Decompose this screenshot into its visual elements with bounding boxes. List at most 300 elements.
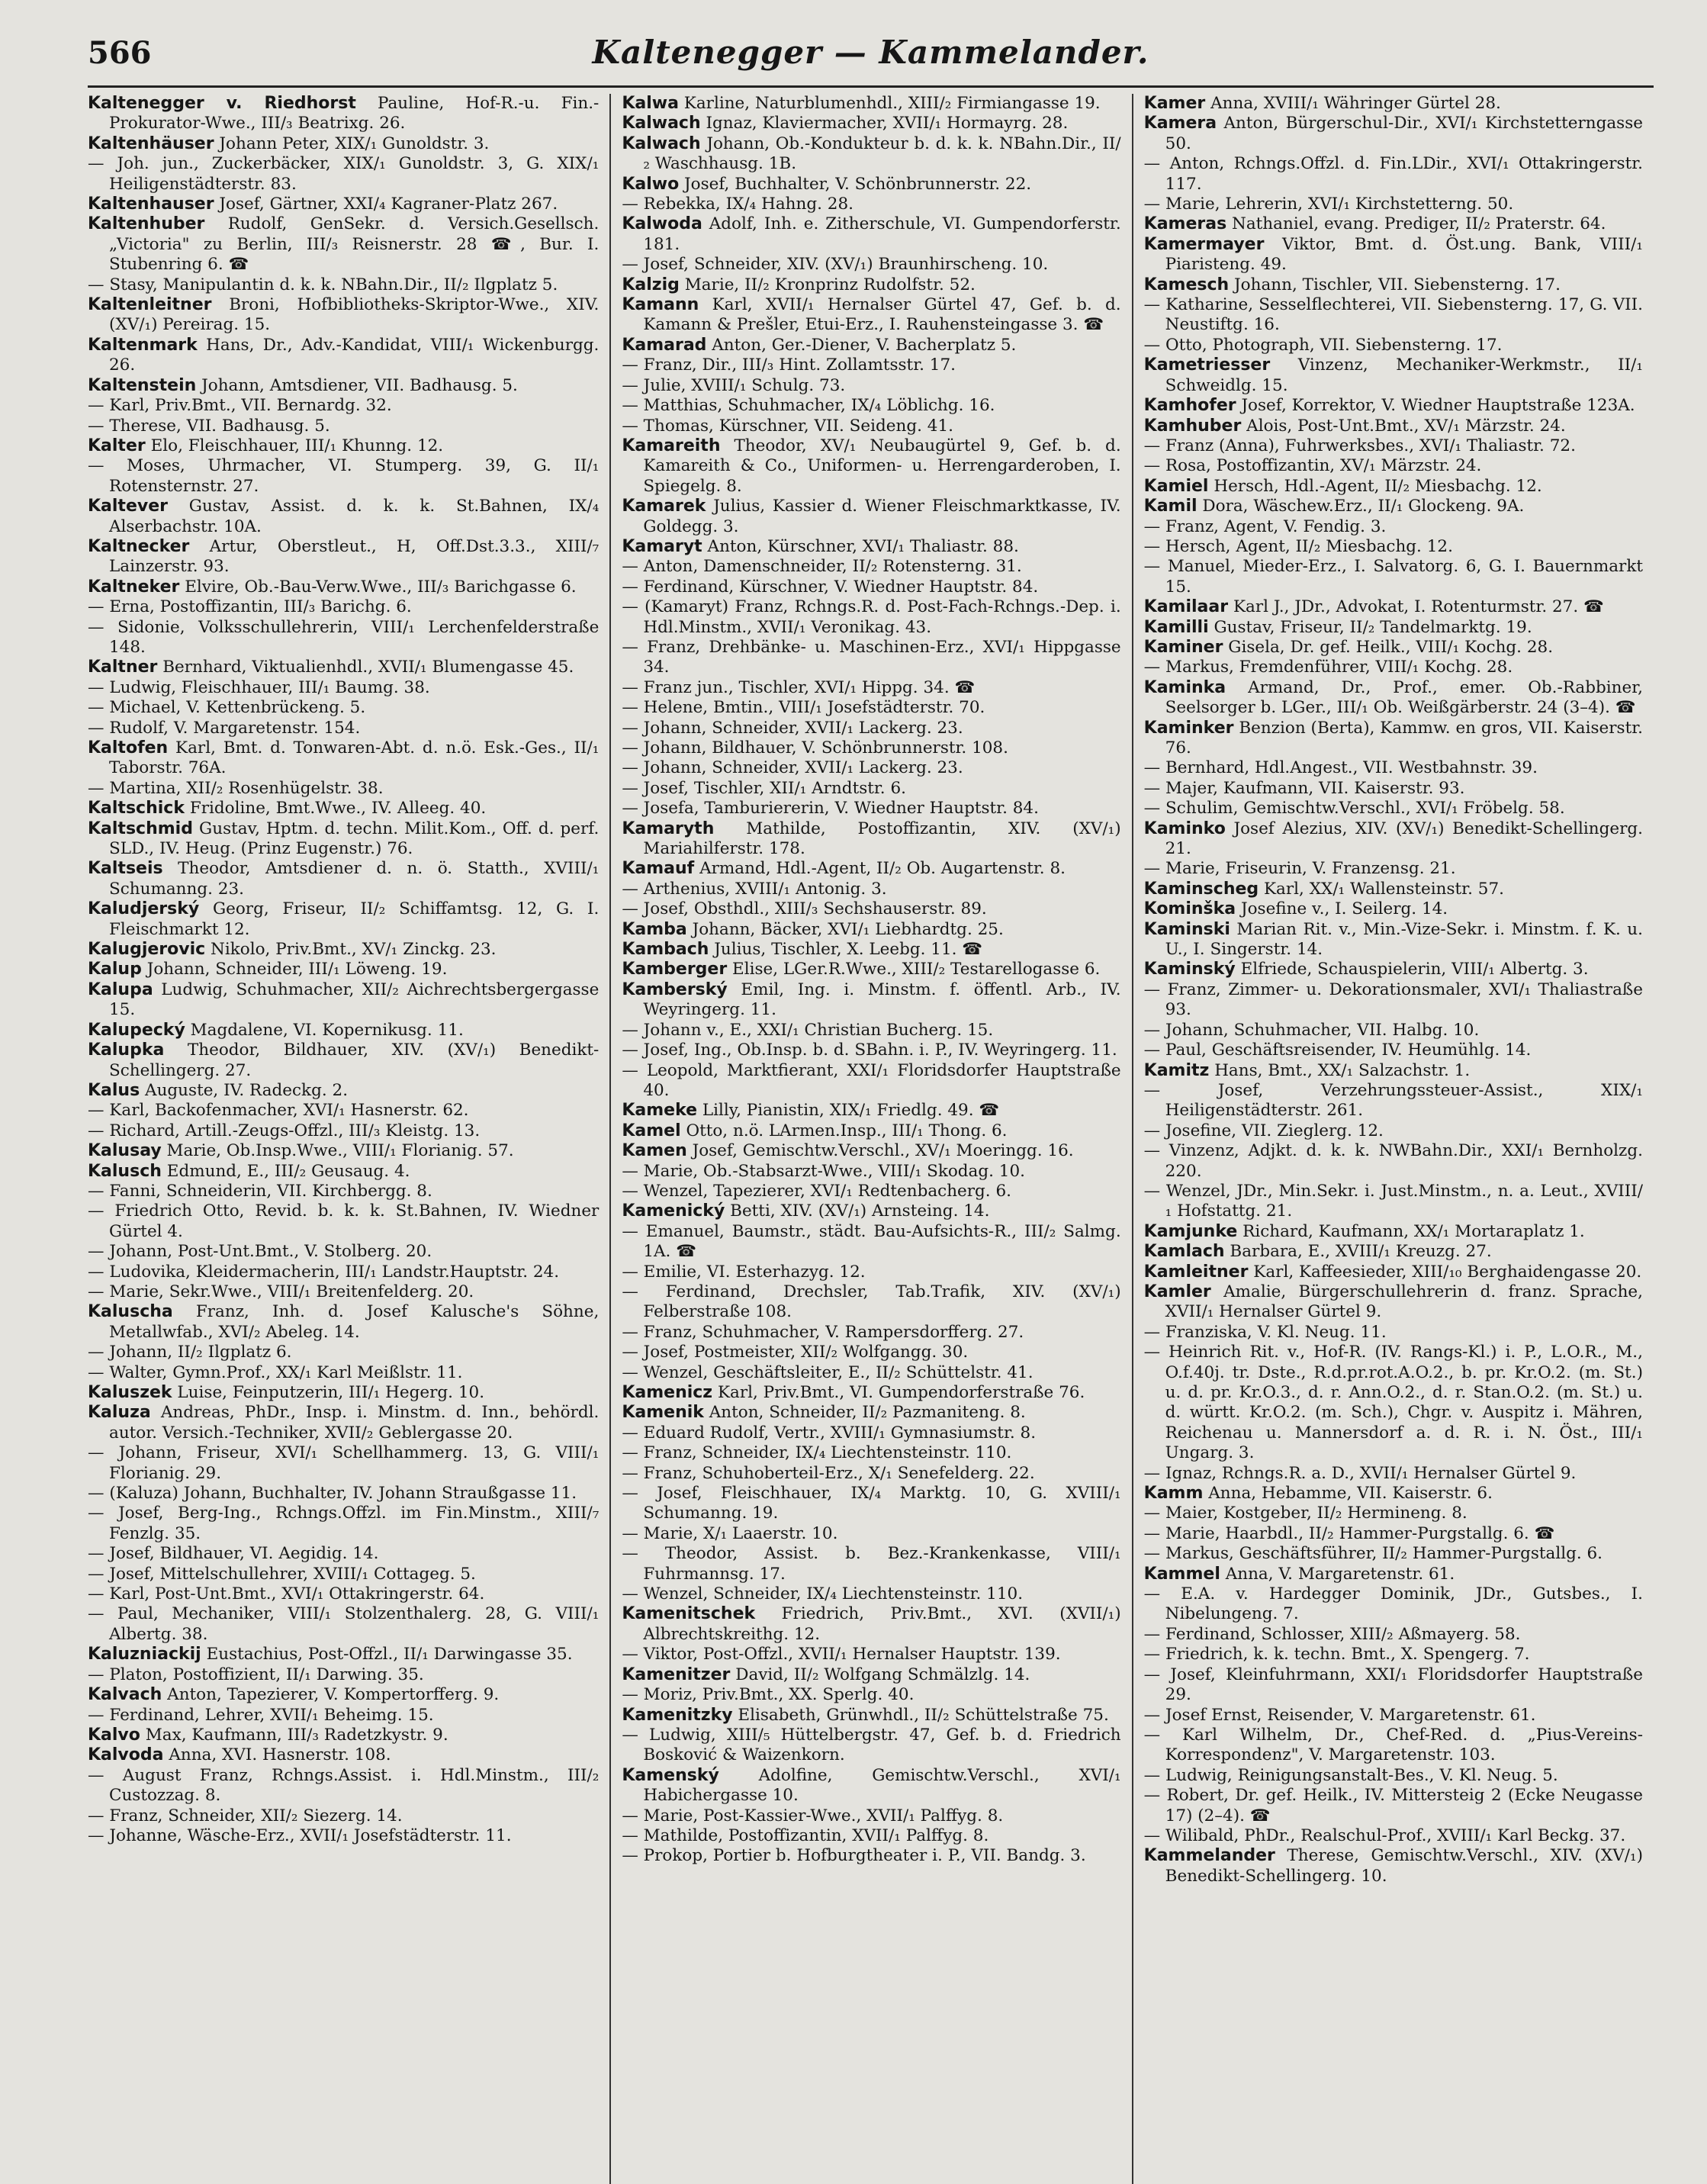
directory-entry <box>1144 1484 1643 1504</box>
entry-details: Georg, Friseur, II/₂ Schiffamtsg. 12, G. I. Fleischmarkt 12. <box>109 899 600 939</box>
directory-entry <box>88 1101 599 1121</box>
entry-surname: Kaludjerský <box>88 899 200 919</box>
directory-entry <box>1144 1726 1643 1766</box>
directory-entry <box>622 1645 1120 1665</box>
entry-details: Theodor, Bildhauer, XIV. (XV/₁) Benedikt-Schellingerg. 27. <box>109 1041 600 1080</box>
entry-details: — Karl, Post-Unt.Bmt., XVI/₁ Ottakringerstr. 64. <box>88 1584 485 1604</box>
directory-entry <box>622 417 1120 436</box>
entry-details: — Richard, Artill.-Zeugs-Offzl., III/₃ Kleistg. 13. <box>88 1121 481 1140</box>
entry-details: — Eduard Rudolf, Vertr., XVIII/₁ Gymnasiumstr. 8. <box>622 1423 1037 1443</box>
entry-details: — Rudolf, V. Margaretenstr. 154. <box>88 718 361 738</box>
entry-details: Johann, Bäcker, XVI/₁ Liebhardtg. 25. <box>692 919 1004 939</box>
directory-entry <box>622 758 1120 778</box>
entry-details: Therese, Gemischtw.Verschl., XIV. (XV/₁) Benedikt-Schellingerg. 10. <box>1165 1846 1643 1886</box>
directory-entry <box>622 195 1120 214</box>
directory-entry <box>88 1141 599 1161</box>
entry-details: Marie, II/₂ Kronprinz Rudolfstr. 52. <box>684 275 976 294</box>
directory-entry <box>622 1584 1120 1604</box>
directory-entry <box>1144 980 1643 1021</box>
directory-entry <box>622 577 1120 597</box>
entry-details: — Ferdinand, Drechsler, Tab.Trafik, XIV. (XV/₁) Felberstraße 108. <box>622 1282 1121 1322</box>
entry-surname: Kamiel <box>1143 476 1209 496</box>
directory-entry <box>622 597 1120 638</box>
entry-details: — Johann, Schuhmacher, VII. Halbg. 10. <box>1143 1020 1480 1040</box>
entry-surname: Kalus <box>88 1080 140 1100</box>
entry-details: — Josef, Bildhauer, VI. Aegidig. 14. <box>88 1544 379 1564</box>
directory-entry <box>1144 638 1643 658</box>
directory-entry <box>88 960 599 979</box>
entry-surname: Kamler <box>1143 1282 1211 1301</box>
entry-surname: Kaltneker <box>88 577 180 597</box>
directory-entry <box>622 1726 1120 1766</box>
entry-details: Karl, XVII/₁ Hernalser Gürtel 47, Gef. b. d. Kamann & Prešler, Etui-Erz., I. Rauhensteingasse 3. ☎ <box>643 295 1121 335</box>
entry-details: — Thomas, Kürschner, VII. Seideng. 41. <box>622 416 953 436</box>
entry-surname: Kamil <box>1143 497 1197 516</box>
entry-details: Elo, Fleischhauer, III/₁ Khunng. 12. <box>150 436 444 455</box>
entry-surname: Kaluszek <box>88 1383 172 1402</box>
directory-entry <box>1144 819 1643 860</box>
directory-entry <box>622 1524 1120 1544</box>
entry-details: Mathilde, Postoffizantin, XIV. (XV/₁) Mariahilferstr. 178. <box>643 819 1121 859</box>
entry-details: — Majer, Kaufmann, VII. Kaiserstr. 93. <box>1143 778 1465 798</box>
directory-entry <box>88 819 599 860</box>
entry-details: Adolf, Inh. e. Zitherschule, VI. Gumpendorferstr. 181. <box>643 214 1121 254</box>
directory-entry <box>1144 1041 1643 1060</box>
directory-entry <box>88 899 599 940</box>
entry-surname: Kamm <box>1143 1484 1204 1504</box>
entry-surname: Kalup <box>88 960 142 979</box>
entry-details: — Wenzel, Tapezierer, XVI/₁ Redtenbacherg. 6. <box>622 1181 1011 1201</box>
entry-surname: Kominška <box>1143 899 1236 919</box>
directory-entry <box>622 1665 1120 1685</box>
entry-surname: Kamel <box>622 1121 681 1140</box>
directory-entry <box>622 376 1120 396</box>
entry-details: Ignaz, Klaviermacher, XVII/₁ Hormayrg. 28. <box>706 114 1069 133</box>
directory-entry <box>88 1604 599 1645</box>
entry-details: — Marie, X/₁ Laaerstr. 10. <box>622 1523 838 1543</box>
entry-details: Josef, Korrektor, V. Wiedner Hauptstraße 123A. <box>1241 396 1635 416</box>
directory-entry <box>622 880 1120 899</box>
entry-surname: Kaltenhauser <box>88 195 214 214</box>
entry-details: — Otto, Photograph, VII. Siebensterng. 17. <box>1143 335 1503 355</box>
directory-entry <box>88 214 599 275</box>
entry-details: Karl, XX/₁ Wallensteinstr. 57. <box>1264 879 1504 899</box>
directory-entry <box>88 597 599 617</box>
entry-details: Max, Kaufmann, III/₃ Radetzkystr. 9. <box>145 1725 448 1745</box>
entry-details: — Matthias, Schuhmacher, IX/₄ Löblichg. 16. <box>622 396 995 416</box>
entry-details: — Vinzenz, Adjkt. d. k. k. NWBahn.Dir., XXI/₁ Bernholzg. 220. <box>1143 1141 1643 1181</box>
entry-surname: Kaltenhuber <box>88 214 205 234</box>
directory-entry <box>1144 275 1643 295</box>
entry-details: Anna, Hebamme, VII. Kaiserstr. 6. <box>1208 1484 1493 1504</box>
entry-details: — (Kamaryt) Franz, Rchngs.R. d. Post-Fach-Rchngs.-Dep. i. Hdl.Minstm., XVII/₁ Veronikag. 43. <box>622 597 1121 637</box>
entry-details: — Julie, XVIII/₁ Schulg. 73. <box>622 375 846 395</box>
entry-details: — Marie, Lehrerin, XVI/₁ Kirchstetterng. 50. <box>1143 195 1514 214</box>
directory-entry <box>1144 1021 1643 1041</box>
directory-entry <box>622 980 1120 1021</box>
page-header <box>88 31 1654 88</box>
directory-entry <box>88 1383 599 1403</box>
entry-details: Ludwig, Schuhmacher, XII/₂ Aichrechtsbergergasse 15. <box>109 979 600 1020</box>
entry-details: — Bernhard, Hdl.Angest., VII. Westbahnstr. 39. <box>1143 758 1538 778</box>
entry-surname: Kalvoda <box>88 1745 164 1765</box>
entry-details: Anton, Ger.-Diener, V. Bacherplatz 5. <box>712 335 1017 355</box>
entry-details: — Sidonie, Volksschullehrerin, VIII/₁ Lerchenfelderstraße 148. <box>88 617 600 657</box>
entry-details: Johann, Ob.-Kondukteur b. d. k. k. NBahn.Dir., II/₂ Waschhausg. 1B. <box>643 133 1121 174</box>
directory-entry <box>88 134 599 154</box>
directory-entry <box>622 1141 1120 1161</box>
entry-details: Elisabeth, Grünwhdl., II/₂ Schüttelstraße 75. <box>738 1705 1109 1725</box>
directory-entry <box>1144 1464 1643 1484</box>
directory-entry <box>622 638 1120 678</box>
entry-surname: Kalugjerovic <box>88 940 206 960</box>
entry-details: Adolfine, Gemischtw.Verschl., XVI/₁ Habichergasse 10. <box>643 1765 1121 1806</box>
entry-details: Vinzenz, Mechaniker-Werkmstr., II/₁ Schweidlg. 15. <box>1165 355 1643 395</box>
entry-details: Gisela, Dr. gef. Heilk., VIII/₁ Kochg. 28. <box>1228 637 1554 657</box>
directory-entry <box>622 920 1120 940</box>
directory-entry <box>88 678 599 698</box>
entry-details: — Martina, XII/₂ Rosenhügelstr. 38. <box>88 778 384 798</box>
entry-details: Alois, Post-Unt.Bmt., XV/₁ Märzstr. 24. <box>1246 416 1566 436</box>
directory-entry <box>88 799 599 819</box>
directory-entry <box>622 214 1120 255</box>
directory-entry <box>1144 114 1643 154</box>
directory-entry <box>1144 436 1643 456</box>
directory-entry <box>88 618 599 658</box>
entry-details: — Schulim, Gemischtw.Verschl., XVI/₁ Fröbelg. 58. <box>1143 799 1565 819</box>
directory-entry <box>622 114 1120 133</box>
entry-details: — Platon, Postoffizient, II/₁ Darwing. 35. <box>88 1665 424 1684</box>
entry-details: Gustav, Hptm. d. techn. Milit.Kom., Off. d. perf. SLD., IV. Heug. (Prinz Eugenstr.) 76. <box>109 819 600 859</box>
entry-details: — Ludwig, Reinigungsanstalt-Bes., V. Kl. Neug. 5. <box>1143 1765 1558 1785</box>
directory-entry <box>88 1584 599 1604</box>
entry-details: Fridoline, Bmt.Wwe., IV. Alleeg. 40. <box>189 799 487 819</box>
directory-entry <box>88 1504 599 1544</box>
entry-details: Armand, Hdl.-Agent, II/₂ Ob. Augartenstr. 8. <box>699 859 1066 879</box>
entry-details: — Anton, Rchngs.Offzl. d. Fin.LDir., XVI/₁ Ottakringerstr. 117. <box>1143 154 1643 194</box>
entry-details: Bernhard, Viktualienhdl., XVII/₁ Blumengasse 45. <box>162 658 574 677</box>
directory-entry <box>1144 477 1643 497</box>
entry-surname: Kaltschmid <box>88 819 193 838</box>
directory-entry <box>88 537 599 577</box>
entry-details: — Marie, Ob.-Stabsarzt-Wwe., VIII/₁ Skodag. 10. <box>622 1161 1025 1181</box>
entry-details: — Ferdinand, Schlosser, XIII/₂ Aßmayerg. 58. <box>1143 1624 1521 1644</box>
entry-details: — Moses, Uhrmacher, VI. Stumperg. 39, G. II/₁ Rotensternstr. 27. <box>88 456 600 496</box>
entry-details: Armand, Dr., Prof., emer. Ob.-Rabbiner, Seelsorger b. LGer., III/₁ Ob. Weißgärberstr. 24 (3–4). ☎ <box>1165 677 1643 718</box>
entry-surname: Kamilaar <box>1143 597 1229 617</box>
directory-entry <box>1144 719 1643 759</box>
directory-entry <box>1144 799 1643 819</box>
entry-details: — Theodor, Assist. b. Bez.-Krankenkasse, VIII/₁ Fuhrmannsg. 17. <box>622 1544 1121 1584</box>
directory-entry <box>622 1766 1120 1806</box>
entry-surname: Kaminker <box>1143 718 1234 738</box>
entry-details: — Franz, Dir., III/₃ Hint. Zollamtsstr. 17. <box>622 355 956 375</box>
directory-entry <box>88 1443 599 1484</box>
directory-entry <box>88 1302 599 1343</box>
entry-details: — Prokop, Portier b. Hofburgtheater i. P., VII. Bandg. 3. <box>622 1846 1086 1866</box>
entry-details: Franz, Inh. d. Josef Kalusche's Söhne, Metallwfab., XVI/₂ Abeleg. 14. <box>109 1302 600 1342</box>
entry-details: Hersch, Hdl.-Agent, II/₂ Miesbachg. 12. <box>1214 476 1542 496</box>
entry-details: — Franz, Schuhmacher, V. Rampersdorfferg. 27. <box>622 1322 1024 1342</box>
entry-surname: Kambach <box>622 940 709 960</box>
directory-entry <box>1144 960 1643 979</box>
entry-surname: Kamesch <box>1143 275 1230 294</box>
entry-details: — Manuel, Mieder-Erz., I. Salvatorg. 6, G. I. Bauernmarkt 15. <box>1143 557 1643 597</box>
entry-details: — Markus, Fremdenführer, VIII/₁ Kochg. 28. <box>1143 658 1513 677</box>
directory-entry <box>1144 1706 1643 1726</box>
entry-details: Johann, Schneider, III/₁ Löweng. 19. <box>146 960 448 979</box>
entry-details: — Therese, VII. Badhausg. 5. <box>88 416 330 436</box>
directory-entry <box>88 980 599 1021</box>
directory-entry <box>1144 1766 1643 1786</box>
directory-entry <box>1144 417 1643 436</box>
directory-entry <box>622 1806 1120 1826</box>
entry-details: Johann Peter, XIX/₁ Gunoldstr. 3. <box>219 133 490 153</box>
directory-entry <box>622 295 1120 336</box>
directory-entry <box>1144 1222 1643 1242</box>
entry-details: — Arthenius, XVIII/₁ Antonig. 3. <box>622 879 887 899</box>
entry-surname: Kalwa <box>622 94 679 113</box>
directory-entry <box>622 678 1120 698</box>
entry-surname: Kamaryth <box>622 819 715 838</box>
entry-surname: Kamenitschek <box>622 1604 756 1624</box>
entry-surname: Kammelander <box>1143 1846 1275 1866</box>
entry-details: — Wenzel, JDr., Min.Sekr. i. Just.Minstm., n. a. Leut., XVIII/₁ Hofstattg. 21. <box>1143 1181 1643 1221</box>
directory-entry <box>1144 1504 1643 1523</box>
directory-entry <box>88 1766 599 1806</box>
directory-entry <box>1144 1343 1643 1463</box>
entry-surname: Kamitz <box>1143 1060 1210 1080</box>
directory-entry <box>1144 1826 1643 1846</box>
entry-details: — Franz, Schuhoberteil-Erz., X/₁ Senefelderg. 22. <box>622 1463 1035 1483</box>
entry-surname: Kamarek <box>622 497 706 516</box>
entry-details: — (Kaluza) Johann, Buchhalter, IV. Johann Straußgasse 11. <box>88 1484 577 1504</box>
directory-entry <box>622 497 1120 537</box>
entry-details: — Josef, Postmeister, XII/₂ Wolfgangg. 30. <box>622 1343 969 1362</box>
directory-entry <box>622 1685 1120 1705</box>
directory-entry <box>622 960 1120 979</box>
entry-details: — Helene, Bmtin., VIII/₁ Josefstädterstr. 70. <box>622 698 985 718</box>
entry-details: — August Franz, Rchngs.Assist. i. Hdl.Minstm., III/₂ Custozzag. 8. <box>88 1765 600 1806</box>
entry-details: — Josef, Ing., Ob.Insp. b. d. SBahn. i. P., IV. Weyringerg. 11. <box>622 1041 1117 1060</box>
directory-entry <box>1144 396 1643 416</box>
directory-entry <box>622 336 1120 355</box>
directory-entry <box>1144 336 1643 355</box>
directory-entry <box>88 738 599 779</box>
directory-entry <box>1144 355 1643 396</box>
entry-details: — Franz, Zimmer- u. Dekorationsmaler, XVI/₁ Thaliastraße 93. <box>1143 979 1643 1020</box>
entry-details: — Josefa, Tamburiererin, V. Wiedner Hauptstr. 84. <box>622 799 1039 819</box>
directory-entry <box>88 1826 599 1846</box>
entry-details: Elvire, Ob.-Bau-Verw.Wwe., III/₃ Barichgasse 6. <box>185 577 577 597</box>
entry-details: Josef Alezius, XIV. (XV/₁) Benedikt-Schellingerg. 21. <box>1165 819 1643 859</box>
entry-details: Karl J., JDr., Advokat, I. Rotenturmstr. 27. ☎ <box>1233 597 1604 617</box>
entry-details: Elfriede, Schauspielerin, VIII/₁ Albertg. 3. <box>1240 960 1589 979</box>
directory-entry <box>88 658 599 677</box>
entry-details: Friedrich, Priv.Bmt., XVI. (XVII/₁) Albrechtskreithg. 12. <box>643 1604 1121 1644</box>
entry-details: — Moriz, Priv.Bmt., XX. Sperlg. 40. <box>622 1685 915 1705</box>
directory-entry <box>88 859 599 899</box>
entry-surname: Kaltofen <box>88 738 169 757</box>
entry-surname: Kaminscheg <box>1143 879 1259 899</box>
entry-details: — Katharine, Sesselflechterei, VII. Siebensterng. 17, G. VII. Neustiftg. 16. <box>1143 295 1643 335</box>
directory-entry <box>622 355 1120 375</box>
running-title: Kaltenegger — Kammelander. <box>592 34 1149 71</box>
entry-surname: Kamann <box>622 295 699 315</box>
directory-entry <box>88 1726 599 1745</box>
entry-surname: Kalzig <box>622 275 680 294</box>
entry-surname: Kalwoda <box>622 214 702 234</box>
directory-entry <box>88 719 599 738</box>
directory-entry <box>622 1121 1120 1141</box>
entry-details: — Karl, Backofenmacher, XVI/₁ Hasnerstr. 62. <box>88 1101 469 1121</box>
directory-entry <box>88 497 599 537</box>
directory-entry <box>1144 597 1643 617</box>
entry-details: Gustav, Friseur, II/₂ Tandelmarktg. 19. <box>1214 617 1532 637</box>
entry-details: Marian Rit. v., Min.-Vize-Sekr. i. Minstm. f. K. u. U., I. Singerstr. 14. <box>1165 919 1643 960</box>
directory-entry <box>88 1162 599 1182</box>
entry-details: Karline, Naturblumenhdl., XIII/₂ Firmiangasse 19. <box>683 94 1101 113</box>
directory-entry <box>622 1706 1120 1726</box>
directory-entry <box>1144 1121 1643 1141</box>
entry-details: — Franz, Agent, V. Fendig. 3. <box>1143 516 1387 536</box>
directory-entry <box>88 1665 599 1685</box>
entry-surname: Kamba <box>622 919 687 939</box>
directory-entry <box>1144 758 1643 778</box>
entry-surname: Kalupka <box>88 1041 165 1060</box>
entry-surname: Kaminer <box>1143 637 1223 657</box>
directory-entry <box>622 557 1120 577</box>
entry-surname: Kamenitzer <box>622 1665 731 1684</box>
entry-details: — Franziska, V. Kl. Neug. 11. <box>1143 1322 1387 1342</box>
directory-entry <box>88 1081 599 1101</box>
directory-entry <box>88 1041 599 1081</box>
entry-surname: Kamareith <box>622 436 721 455</box>
entry-details: Karl, Kaffeesieder, XIII/₁₀ Berghaidengasse 20. <box>1253 1262 1642 1282</box>
entry-details: — Josef, Verzehrungssteuer-Assist., XIX/₁ Heiligenstädterstr. 261. <box>1143 1080 1643 1121</box>
entry-details: Emil, Ing. i. Minstm. f. öffentl. Arb., IV. Weyringerg. 11. <box>643 979 1121 1020</box>
entry-details: — Johann, Schneider, XVII/₁ Lackerg. 23. <box>622 758 963 778</box>
entry-details: — Marie, Post-Kassier-Wwe., XVII/₁ Palffyg. 8. <box>622 1806 1004 1825</box>
directory-entry <box>622 537 1120 557</box>
entry-surname: Kamenitzky <box>622 1705 733 1725</box>
entry-details: Eustachius, Post-Offzl., II/₁ Darwingasse 35. <box>206 1645 573 1665</box>
directory-entry <box>88 577 599 597</box>
directory-entry <box>88 195 599 214</box>
entry-details: Johann, Amtsdiener, VII. Badhausg. 5. <box>201 375 518 395</box>
directory-entry <box>622 1464 1120 1484</box>
entry-details: — Karl, Priv.Bmt., VII. Bernardg. 32. <box>88 396 392 416</box>
entry-details: — Ferdinand, Lehrer, XVII/₁ Beheimg. 15. <box>88 1705 434 1725</box>
entry-details: — Viktor, Post-Offzl., XVII/₁ Hernalser Hauptstr. 139. <box>622 1645 1061 1665</box>
entry-details: — Mathilde, Postoffizantin, XVII/₁ Palffyg. 8. <box>622 1825 989 1845</box>
entry-surname: Kamaryt <box>622 536 702 556</box>
entry-details: — Johann, Bildhauer, V. Schönbrunnerstr. 108. <box>622 738 1008 757</box>
entry-details: — E.A. v. Hardegger Dominik, JDr., Gutsbes., I. Nibelungeng. 7. <box>1143 1584 1643 1624</box>
directory-entry <box>622 1162 1120 1182</box>
directory-entry <box>1144 678 1643 719</box>
entry-details: — Josefine, VII. Zieglerg. 12. <box>1143 1121 1384 1140</box>
entry-details: — Ludwig, Fleischhauer, III/₁ Baumg. 38. <box>88 677 430 697</box>
directory-entry <box>88 1021 599 1041</box>
directory-entry <box>622 1282 1120 1323</box>
directory-entry <box>622 1826 1120 1846</box>
entry-details: Elise, LGer.R.Wwe., XIII/₂ Testarellogasse 6. <box>732 960 1101 979</box>
directory-entry <box>1144 517 1643 537</box>
entry-details: Anna, XVIII/₁ Währinger Gürtel 28. <box>1210 94 1501 113</box>
directory-entry <box>1144 1141 1643 1182</box>
entry-details: — Franz, Schneider, XII/₂ Siezerg. 14. <box>88 1806 403 1825</box>
entry-details: Dora, Wäschew.Erz., II/₁ Glockeng. 9A. <box>1202 497 1525 516</box>
entry-details: Marie, Ob.Insp.Wwe., VIII/₁ Florianig. 57. <box>166 1141 514 1161</box>
entry-surname: Kaltenhäuser <box>88 133 214 153</box>
entry-details: — Friedrich, k. k. techn. Bmt., X. Spengerg. 7. <box>1143 1645 1530 1665</box>
entry-details: — Heinrich Rit. v., Hof-R. (IV. Rangs-Kl.) i. P., L.O.R., M., O.f.40j. tr. Dste., R.d.pr.rot.A.O.2., b. pr. Kr.O.2. (m. St.) u. d. pr. Kr.O.3., d. r. Ann.O.2., d. r. Stan.O.2. (m. St.) u. d. württ. Kr.O.2. (m. Sch.), Chgr. v. Auspitz i. Mähren, Reichenau u. Mannersdorf a. d. R. i. N. Öst., III/₁ Ungarg. 3. <box>1143 1343 1643 1463</box>
entry-details: Rudolf, GenSekr. d. Versich.Gesellsch. „Victoria" zu Berlin, III/₃ Reisnerstr. 28 ☎, Bur. I. Stubenring 6. ☎ <box>109 214 600 275</box>
entry-details: — Johann, Post-Unt.Bmt., V. Stolberg. 20. <box>88 1242 432 1262</box>
entry-surname: Kamhuber <box>1143 416 1242 436</box>
entry-details: Theodor, XV/₁ Neubaugürtel 9, Gef. b. d. Kamareith & Co., Uniformen- u. Herrengarderoben, I. Spiegelg. 8. <box>643 436 1121 496</box>
entry-details: Hans, Dr., Adv.-Kandidat, VIII/₁ Wickenburgg. 26. <box>109 335 600 375</box>
directory-entry <box>622 1343 1120 1362</box>
entry-details: — Franz, Drehbänke- u. Maschinen-Erz., XVI/₁ Hippgasse 34. <box>622 637 1121 677</box>
entry-details: — Ferdinand, Kürschner, V. Wiedner Hauptstr. 84. <box>622 577 1039 597</box>
directory-entry <box>1144 920 1643 960</box>
directory-entry <box>622 859 1120 879</box>
directory-entry <box>622 1061 1120 1102</box>
entry-details: — Josef, Schneider, XIV. (XV/₁) Braunhirscheng. 10. <box>622 255 1049 275</box>
entry-details: Nikolo, Priv.Bmt., XV/₁ Zinckg. 23. <box>211 940 497 960</box>
directory-entry <box>88 456 599 497</box>
directory-entry <box>622 1846 1120 1866</box>
entry-details: — Johanne, Wäsche-Erz., XVII/₁ Josefstädterstr. 11. <box>88 1825 512 1845</box>
directory-entry <box>622 1041 1120 1060</box>
entry-surname: Kaltner <box>88 658 158 677</box>
column-2 <box>609 94 1131 2184</box>
directory-entry <box>88 1645 599 1665</box>
directory-entry <box>1144 295 1643 336</box>
directory-entry <box>622 1021 1120 1041</box>
entry-surname: Kalwach <box>622 114 701 133</box>
entry-surname: Kameke <box>622 1101 698 1121</box>
directory-entry <box>88 1484 599 1504</box>
directory-entry <box>88 1242 599 1262</box>
entry-surname: Kaltenleitner <box>88 295 212 315</box>
directory-entry <box>88 1403 599 1443</box>
directory-entry <box>1144 618 1643 638</box>
entry-details: — Josef, Mittelschullehrer, XVIII/₁ Cottageg. 5. <box>88 1564 476 1584</box>
entry-surname: Kaminko <box>1143 819 1226 838</box>
entry-surname: Kamenický <box>622 1201 725 1221</box>
entry-surname: Kaminský <box>1143 960 1236 979</box>
directory-entry <box>622 1363 1120 1383</box>
entry-details: Julius, Tischler, X. Leebg. 11. ☎ <box>714 940 983 960</box>
entry-surname: Kamleitner <box>1143 1262 1249 1282</box>
directory-entry <box>622 1403 1120 1423</box>
entry-details: — Walter, Gymn.Prof., XX/₁ Karl Meißlstr. 11. <box>88 1362 463 1382</box>
directory-entry <box>1144 1081 1643 1121</box>
entry-details: Richard, Kaufmann, XX/₁ Mortaraplatz 1. <box>1242 1221 1585 1241</box>
entry-details: Anna, V. Margaretenstr. 61. <box>1225 1564 1455 1584</box>
entry-details: Karl, Priv.Bmt., VI. Gumpendorferstraße 76. <box>717 1383 1085 1402</box>
entry-details: Julius, Kassier d. Wiener Fleischmarktkasse, IV. Goldegg. 3. <box>643 497 1121 536</box>
directory-entry <box>1144 899 1643 919</box>
entry-surname: Kaluscha <box>88 1302 173 1322</box>
entry-details: Josef, Gemischtw.Verschl., XV/₁ Moeringg. 16. <box>692 1141 1074 1161</box>
columns <box>88 94 1654 2184</box>
directory-entry <box>88 396 599 416</box>
entry-surname: Kaluzniackij <box>88 1645 201 1665</box>
